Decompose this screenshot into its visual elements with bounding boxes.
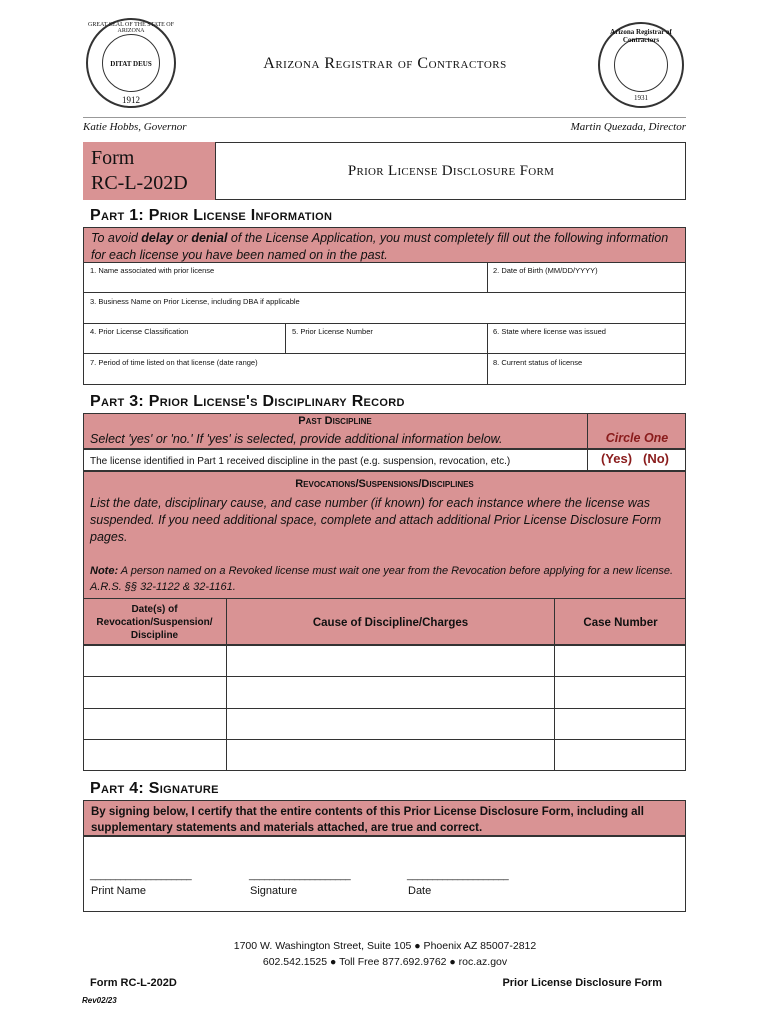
- print-name-line[interactable]: ____________________: [90, 870, 192, 881]
- select-instruction: Select 'yes' or 'no.' If 'yes' is selected, provide additional information below.: [90, 432, 503, 446]
- license-number-input[interactable]: [285, 338, 487, 352]
- field-period-label: 7. Period of time listed on that license (date range): [90, 358, 258, 367]
- discipline-question: The license identified in Part 1 received discipline in the past (e.g. suspension, revocation, etc.): [90, 456, 511, 467]
- director-name: Martin Quezada, Director: [570, 121, 686, 133]
- discipline-row-1-case[interactable]: [555, 646, 685, 675]
- discipline-row-2-cause[interactable]: [227, 677, 553, 707]
- discipline-row-2-case[interactable]: [555, 677, 685, 707]
- footer-address-line1: 1700 W. Washington Street, Suite 105 ● Phoenix AZ 85007-2812: [233, 940, 537, 952]
- field-business-name-label: 3. Business Name on Prior License, including DBA if applicable: [90, 297, 300, 306]
- part1-instructions: To avoid delay or denial of the License Application, you must completely fill out the following information for each license you have been named on in the past.: [83, 227, 686, 263]
- form-id: [83, 142, 216, 200]
- col-cause-header: Cause of Discipline/Charges: [312, 617, 469, 629]
- circle-one: Circle One: [605, 431, 669, 445]
- certify-statement: By signing below, I certify that the entire contents of this Prior License Disclosure Form, including all supplementary statements and materials attached, are true and correct.: [91, 806, 644, 834]
- seal-year: 1912: [122, 95, 140, 105]
- no-option[interactable]: (No): [643, 451, 669, 466]
- governor-name: Katie Hobbs, Governor: [83, 121, 187, 133]
- agency-name: Arizona Registrar of Contractors: [263, 55, 507, 72]
- discipline-row-4-date[interactable]: [84, 740, 225, 770]
- state-input[interactable]: [487, 338, 686, 352]
- discipline-row-1-cause[interactable]: [227, 646, 553, 675]
- arizona-state-seal: [86, 18, 176, 108]
- seal-ring-text: GREAT SEAL OF THE STATE OF ARIZONA: [88, 22, 174, 34]
- col-dates-header: Date(s) of Revocation/Suspension/ Discipline: [96, 604, 213, 641]
- discipline-row-1-date[interactable]: [84, 646, 225, 675]
- field-status-label: 8. Current status of license: [493, 358, 583, 367]
- footer-form-name: Prior License Disclosure Form: [502, 977, 662, 989]
- print-name-label: Print Name: [91, 885, 147, 897]
- header-rule: [83, 117, 686, 118]
- part4-heading: Part 4: Signature: [90, 780, 219, 797]
- seal-motto: DITAT DEUS: [110, 60, 152, 68]
- certify-box: [83, 800, 686, 836]
- field-state-label: 6. State where license was issued: [493, 327, 606, 336]
- footer-revision: Rev02/23: [82, 996, 117, 1005]
- date-line[interactable]: ____________________: [407, 870, 509, 881]
- classification-input[interactable]: [83, 338, 285, 352]
- revocation-note: Note: A person named on a Revoked license must wait one year from the Revocation before applying for a new license. A.R.S. §§ 32-1122 & 32-1161.: [90, 565, 674, 593]
- yes-option[interactable]: (Yes): [601, 451, 633, 466]
- name-input[interactable]: [83, 284, 487, 292]
- form-title: Prior License Disclosure Form: [347, 163, 555, 179]
- period-input[interactable]: [83, 369, 487, 384]
- signature-label: Signature: [250, 885, 298, 897]
- discipline-row-3-case[interactable]: [555, 709, 685, 738]
- field-classification-label: 4. Prior License Classification: [90, 327, 189, 336]
- form-id-line1: Form: [91, 147, 135, 169]
- roc-seal-ring-text: Arizona Registrar of Contractors: [610, 28, 672, 44]
- discipline-row-4-cause[interactable]: [227, 740, 553, 770]
- part1-heading: Part 1: Prior License Information: [90, 207, 333, 224]
- discipline-row-3-cause[interactable]: [227, 709, 553, 738]
- part3-heading: Part 3: Prior License's Disciplinary Record: [90, 393, 405, 410]
- col-case-number-header: Case Number: [583, 617, 658, 629]
- field-name-label: 1. Name associated with prior license: [90, 266, 215, 275]
- form-id-line2: RC-L-202D: [91, 172, 188, 194]
- discipline-row-3-date[interactable]: [84, 709, 225, 738]
- date-label: Date: [408, 885, 432, 897]
- footer-address: [150, 938, 620, 970]
- past-discipline-heading: Past Discipline: [298, 415, 372, 427]
- revocations-instructions: List the date, disciplinary cause, and case number (if known) for each instance where the license was suspended. If you need additional space, complete and attach additional Prior License Disclosure Form pages.: [90, 496, 662, 544]
- status-input[interactable]: [487, 369, 686, 384]
- revocations-heading: Revocations/Suspensions/Disciplines: [295, 478, 474, 490]
- field-license-number-label: 5. Prior License Number: [292, 327, 373, 336]
- dob-input[interactable]: [487, 284, 686, 292]
- discipline-row-2-date[interactable]: [84, 677, 225, 707]
- signature-line[interactable]: ____________________: [249, 870, 351, 881]
- roc-seal: [598, 22, 684, 108]
- discipline-row-4-case[interactable]: [555, 740, 685, 770]
- roc-seal-year: 1931: [634, 94, 648, 102]
- field-dob-label: 2. Date of Birth (MM/DD/YYYY): [493, 266, 598, 275]
- footer-address-line2: 602.542.1525 ● Toll Free 877.692.9762 ● roc.az.gov: [262, 956, 508, 968]
- footer-form-id: Form RC-L-202D: [90, 977, 177, 989]
- business-name-input[interactable]: [83, 308, 686, 322]
